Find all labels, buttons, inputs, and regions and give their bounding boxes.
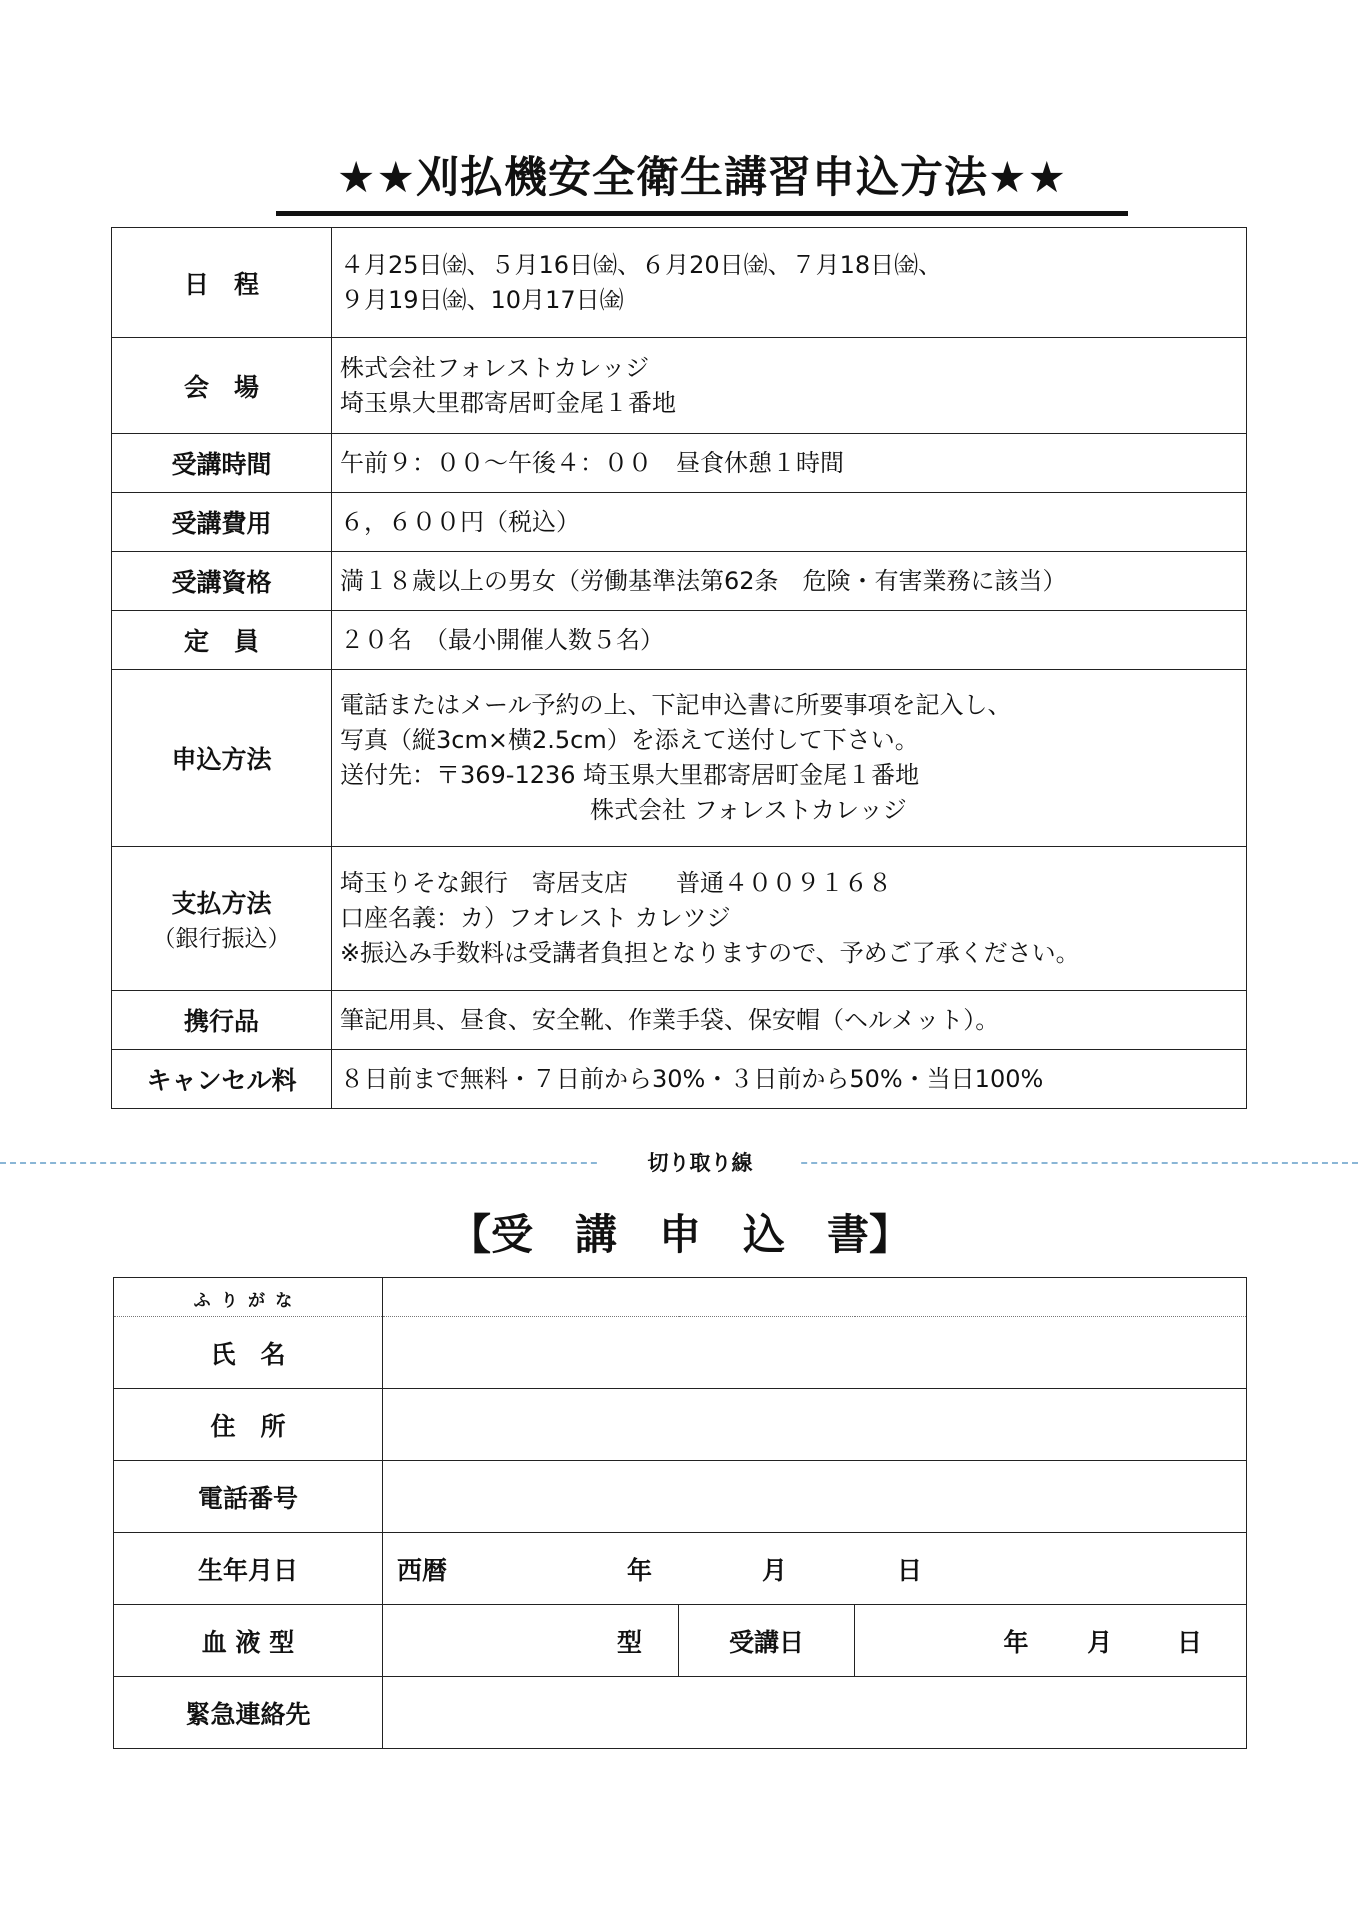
dob-day: 日 (897, 1555, 923, 1585)
name-label: 氏 名 (114, 1317, 383, 1389)
venue-label: 会 場 (112, 338, 332, 434)
payment-label: 支払方法 (171, 889, 272, 918)
address-field[interactable] (383, 1389, 1247, 1461)
time-value: 午前９：００～午後４：００ 昼食休憩１時間 (332, 434, 1247, 493)
schedule-label: 日 程 (112, 228, 332, 338)
name-row (114, 1317, 1247, 1389)
course-month: 月 (1087, 1627, 1113, 1657)
emergency-row (114, 1677, 1247, 1749)
venue-row (112, 338, 1247, 434)
qualification-label: 受講資格 (112, 552, 332, 611)
capacity-row (112, 611, 1247, 670)
cancel-label: キャンセル料 (112, 1050, 332, 1109)
qualification-value: 満１８歳以上の男女（労働基準法第62条 危険・有害業務に該当） (332, 552, 1247, 611)
schedule-value (332, 228, 1247, 338)
course-info-table (111, 227, 1247, 1109)
dob-month: 月 (762, 1555, 788, 1585)
venue-name: 株式会社フォレストカレッジ (340, 353, 650, 382)
qualification-row (112, 552, 1247, 611)
fee-label: 受講費用 (112, 493, 332, 552)
items-row (112, 991, 1247, 1050)
items-value: 筆記用具、昼食、安全靴、作業手袋、保安帽（ヘルメット）。 (332, 991, 1247, 1050)
blood-field[interactable] (383, 1605, 679, 1677)
form-title: 【受 講 申 込 書】 (448, 1210, 911, 1259)
payment-value (332, 847, 1247, 991)
apply-label: 申込方法 (112, 670, 332, 847)
page-title: ★★刈払機安全衛生講習申込方法★★ (336, 153, 1068, 203)
course-day: 日 (1177, 1627, 1203, 1657)
cancel-row (112, 1050, 1247, 1109)
venue-value (332, 338, 1247, 434)
dob-era: 西暦 (397, 1555, 448, 1585)
address-row (114, 1389, 1247, 1461)
emergency-label: 緊急連絡先 (114, 1677, 383, 1749)
furigana-label-cell (114, 1278, 383, 1317)
dob-label: 生年月日 (114, 1533, 383, 1605)
furigana-label: ふりがな (193, 1290, 303, 1311)
course-year: 年 (1003, 1627, 1029, 1657)
apply-company: 株式会社 フォレストカレッジ (590, 795, 907, 824)
cancel-value: ８日前まで無料・７日前から30%・３日前から50%・当日100% (332, 1050, 1247, 1109)
capacity-value: ２０名 （最小開催人数５名） (332, 611, 1247, 670)
phone-field[interactable] (383, 1461, 1247, 1533)
payment-label-cell (112, 847, 332, 991)
furigana-field[interactable] (383, 1278, 1247, 1317)
apply-value (332, 670, 1247, 847)
phone-label: 電話番号 (114, 1461, 383, 1533)
venue-address: 埼玉県大里郡寄居町金尾１番地 (340, 388, 676, 417)
cut-line-label: 切り取り線 (600, 1148, 800, 1178)
dob-year: 年 (627, 1555, 653, 1585)
capacity-label: 定 員 (112, 611, 332, 670)
blood-label: 血 液 型 (114, 1605, 383, 1677)
dob-row (114, 1533, 1247, 1605)
fee-value: ６，６００円（税込） (332, 493, 1247, 552)
account-holder: 口座名義：カ）フオレスト カレツジ (340, 904, 731, 933)
apply-row (112, 670, 1247, 847)
course-date-field[interactable] (855, 1605, 1247, 1677)
title-block (276, 148, 1128, 216)
address-label: 住 所 (114, 1389, 383, 1461)
blood-row (114, 1605, 1247, 1677)
course-date-label: 受講日 (679, 1605, 855, 1677)
application-form-table (113, 1277, 1247, 1749)
items-label: 携行品 (112, 991, 332, 1050)
name-field[interactable] (383, 1317, 1247, 1389)
furigana-row (114, 1278, 1247, 1317)
blood-suffix: 型 (616, 1627, 642, 1657)
dob-field[interactable] (383, 1533, 1247, 1605)
apply-line: 電話またはメール予約の上、下記申込書に所要事項を記入し、 (340, 691, 1012, 720)
phone-row (114, 1461, 1247, 1533)
schedule-row (112, 228, 1247, 338)
payment-row (112, 847, 1247, 991)
apply-address: 送付先：〒369-1236 埼玉県大里郡寄居町金尾１番地 (340, 761, 920, 789)
title-underline (276, 211, 1128, 216)
schedule-line: ４月25日㈮、５月16日㈮、６月20日㈮、７月18日㈮、 (340, 250, 943, 279)
time-row (112, 434, 1247, 493)
fee-note: ※振込み手数料は受講者負担となりますので、予めご了承ください。 (340, 938, 1080, 967)
fee-row (112, 493, 1247, 552)
schedule-line: ９月19日㈮、10月17日㈮ (340, 285, 624, 314)
bank-account: 埼玉りそな銀行 寄居支店 普通４００９１６８ (340, 869, 892, 898)
apply-line: 写真（縦3cm×横2.5cm）を添えて送付して下さい。 (340, 726, 919, 755)
dob-line (383, 1551, 1246, 1587)
time-label: 受講時間 (112, 434, 332, 493)
payment-sublabel: （銀行振込） (152, 926, 291, 952)
emergency-field[interactable] (383, 1677, 1247, 1749)
